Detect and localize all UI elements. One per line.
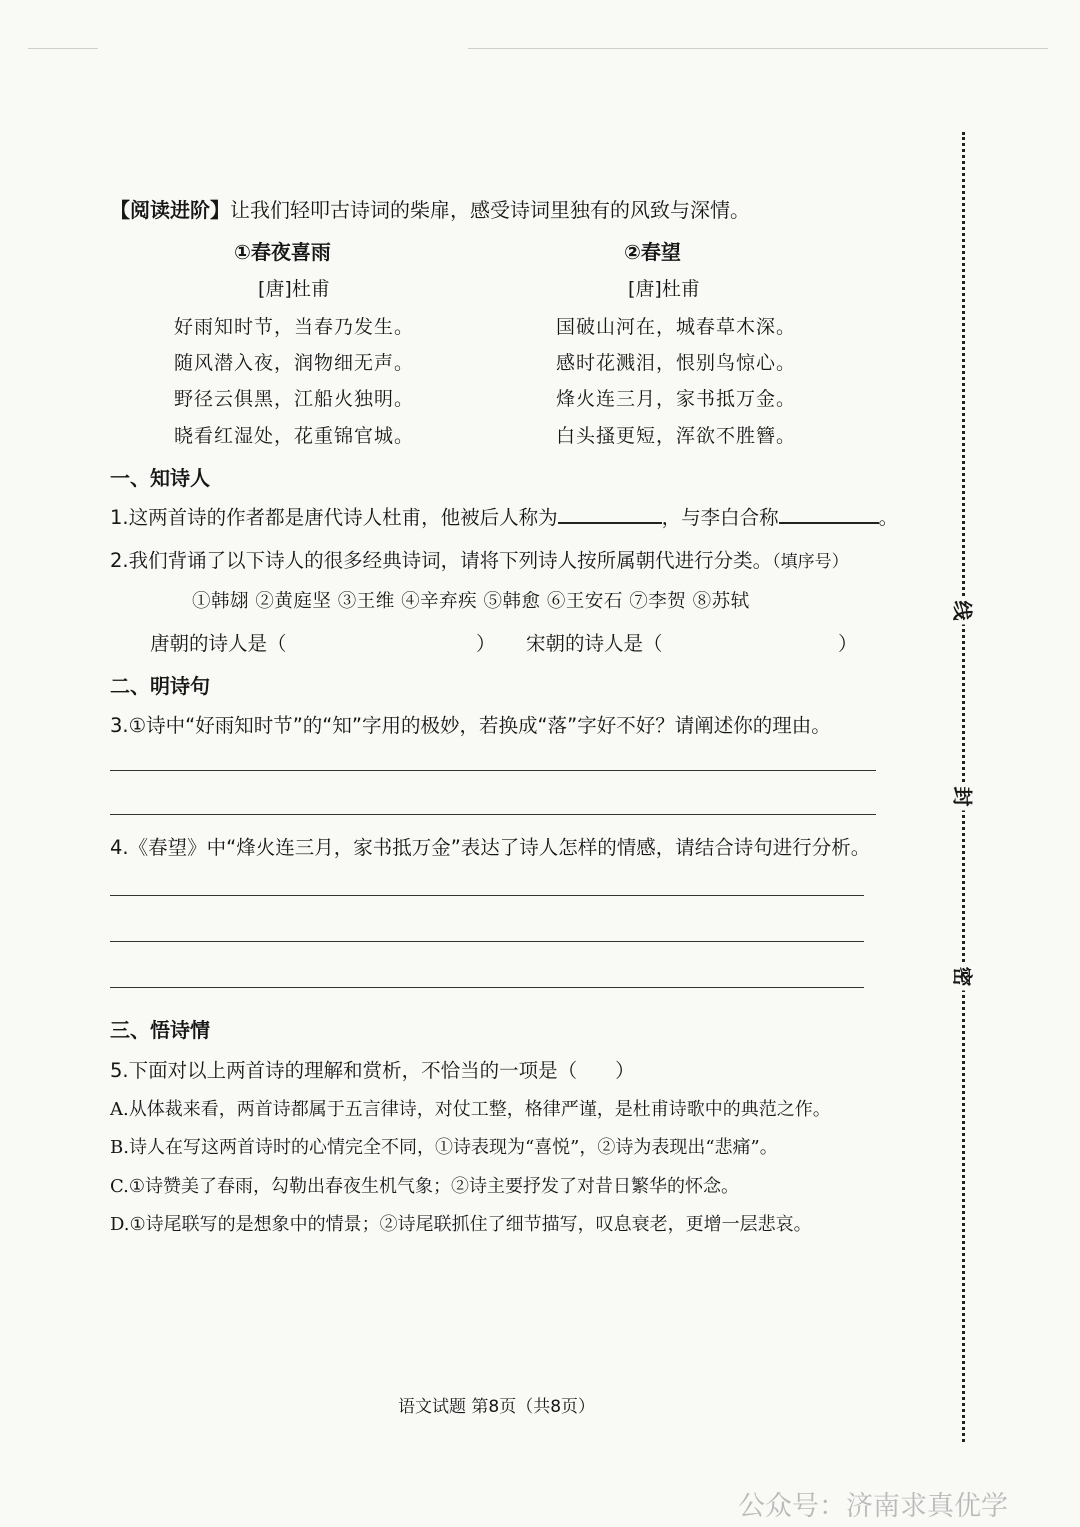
poem1-line: 野径云俱黑，江船火独明。	[174, 388, 415, 410]
answer-line[interactable]	[110, 814, 876, 815]
poem2-title: ②春望	[624, 240, 681, 264]
poem1-line: 随风潜入夜，润物细无声。	[174, 352, 415, 374]
poem2-line: 白头搔更短，浑欲不胜簪。	[556, 425, 797, 447]
poem1-line: 晓看红湿处，花重锦官城。	[174, 425, 415, 447]
question-4: 4.《春望》中“烽火连三月，家书抵万金”表达了诗人怎样的情感，请结合诗句进行分析。	[110, 836, 871, 859]
option-c: C.①诗赞美了春雨，勾勒出春夜生机气象；②诗主要抒发了对昔日繁华的怀念。	[110, 1176, 739, 1197]
q1-text: 1.这两首诗的作者都是唐代诗人杜甫，他被后人称为	[110, 506, 558, 529]
binding-label-line: 线	[950, 597, 979, 625]
poem2-line: 国破山河在，城春草木深。	[556, 316, 797, 338]
question-2	[110, 545, 849, 573]
song-poets-answer[interactable]	[672, 625, 832, 651]
answer-line[interactable]	[110, 941, 864, 942]
option-d: D.①诗尾联写的是想象中的情景；②诗尾联抓住了细节描写，叹息衰老，更增一层悲哀。	[110, 1214, 812, 1235]
q1-blank-1[interactable]	[558, 522, 662, 524]
tang-poets-label: 唐朝的诗人是（	[150, 632, 287, 655]
q1-blank-2[interactable]	[779, 522, 879, 524]
answer-line[interactable]	[110, 987, 864, 988]
option-b: B.诗人在写这两首诗时的心情完全不同，①诗表现为“喜悦”，②诗为表现出“悲痛”。	[110, 1137, 778, 1158]
q1-text: 。	[878, 506, 899, 529]
q5-text: 5.下面对以上两首诗的理解和赏析，不恰当的一项是（	[110, 1059, 578, 1082]
scan-edge-line	[28, 48, 98, 49]
answer-line[interactable]	[110, 895, 864, 896]
binding-label-seal: 封	[950, 783, 979, 811]
answer-line[interactable]	[110, 770, 876, 771]
q1-text: ，与李白合称	[661, 506, 779, 529]
poem2-line: 烽火连三月，家书抵万金。	[556, 388, 797, 410]
scan-edge-line	[468, 48, 1048, 49]
tang-poets-answer[interactable]	[298, 625, 468, 651]
section1-heading: 一、知诗人	[110, 466, 210, 490]
page-footer: 语文试题 第8页（共8页）	[398, 1397, 596, 1417]
intro-text: 让我们轻叩古诗词的柴扉，感受诗词里独有的风致与深情。	[230, 198, 750, 222]
option-a: A.从体裁来看，两首诗都属于五言律诗，对仗工整，格律严谨，是杜甫诗歌中的典范之作。	[110, 1099, 831, 1120]
tang-poets-close: ）	[476, 632, 496, 655]
song-poets-close: ）	[838, 632, 858, 655]
song-poets-label: 宋朝的诗人是（	[526, 632, 663, 655]
watermark: 公众号：济南求真优学	[738, 1491, 1008, 1522]
question-5	[110, 1055, 635, 1083]
section3-heading: 三、悟诗情	[110, 1018, 210, 1042]
question-3: 3.①诗中“好雨知时节”的“知”字用的极妙，若换成“落”字好不好？请阐述你的理由。	[110, 714, 831, 737]
poem1-author: [唐]杜甫	[258, 278, 330, 300]
question-1	[110, 502, 898, 530]
poem2-author: [唐]杜甫	[628, 278, 700, 300]
poem1-line: 好雨知时节，当春乃发生。	[174, 316, 415, 338]
section2-heading: 二、明诗句	[110, 674, 210, 698]
intro-bracket: 【阅读进阶】	[110, 198, 230, 222]
intro-line	[110, 194, 750, 223]
binding-label-secret: 密	[950, 963, 979, 991]
poem2-line: 感时花溅泪，恨别鸟惊心。	[556, 352, 797, 374]
poet-list: ①韩翃 ②黄庭坚 ③王维 ④辛弃疾 ⑤韩愈 ⑥王安石 ⑦李贺 ⑧苏轼	[192, 591, 750, 612]
q5-close: ）	[615, 1059, 635, 1082]
q2-note: （填序号）	[772, 552, 849, 572]
poem1-title: ①春夜喜雨	[234, 240, 331, 264]
q2-text: 2.我们背诵了以下诗人的很多经典诗词，请将下列诗人按所属朝代进行分类。	[110, 549, 773, 572]
